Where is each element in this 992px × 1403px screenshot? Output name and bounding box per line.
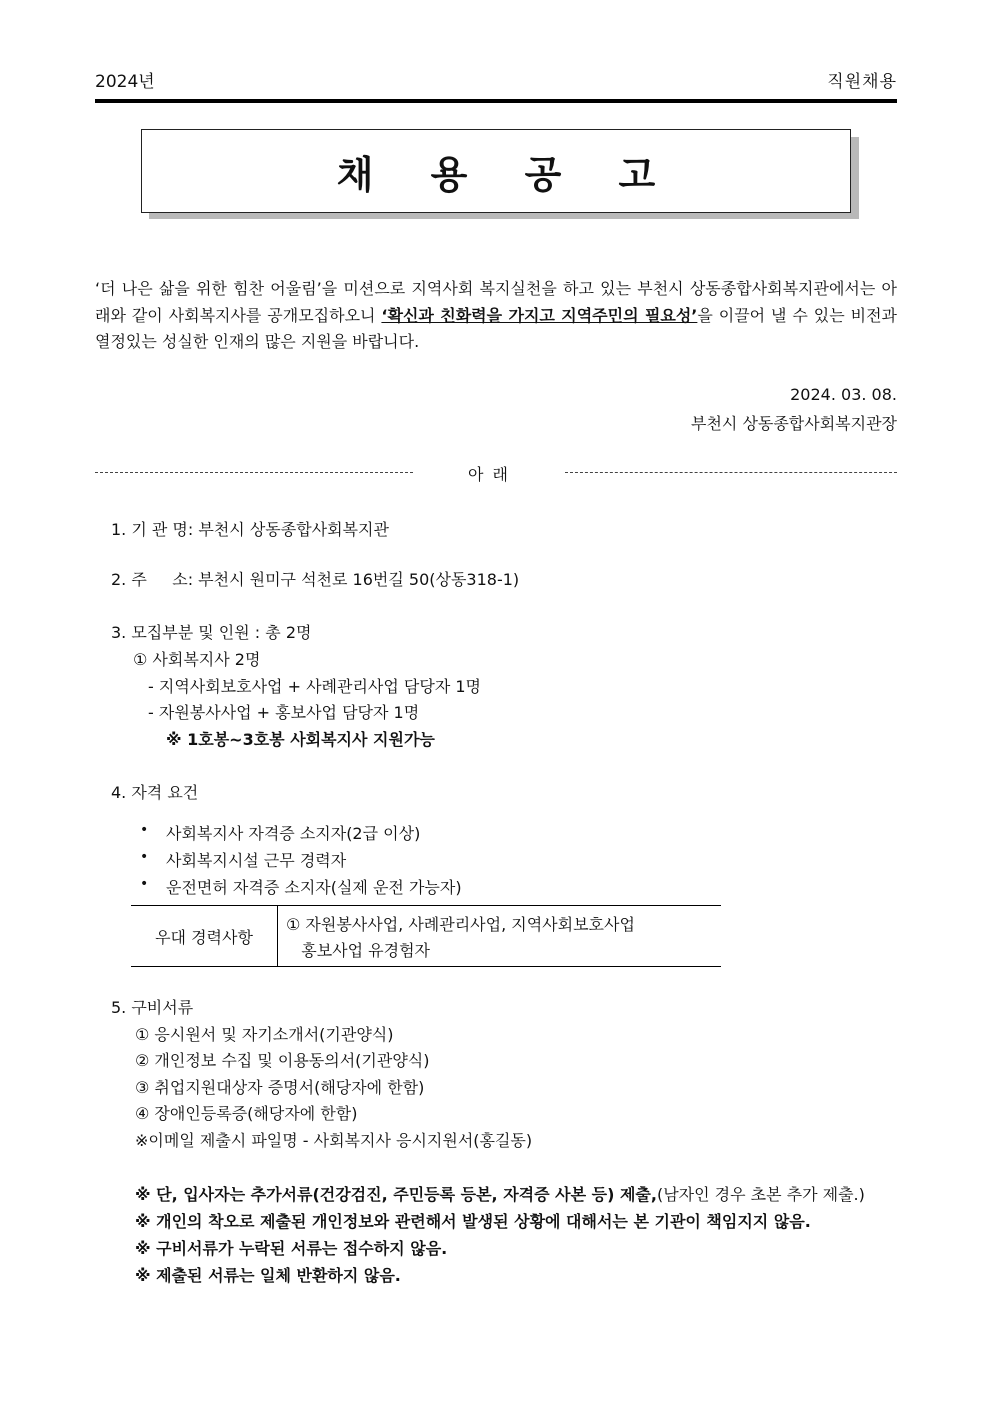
page-title: 채 용 공 고 — [336, 152, 678, 197]
divider-right — [565, 472, 897, 473]
item3-sub: ① 사회복지사 2명 — [133, 650, 261, 669]
table-value — [286, 912, 635, 964]
requirement-item: 사회복지시설 근무 경력자 — [166, 851, 347, 870]
item-address: 2. 주 소: 부천시 원미구 석천로 16번길 50(상동318-1) — [111, 570, 520, 589]
preferred-experience-table — [131, 905, 721, 967]
header-year: 2024년 — [95, 72, 155, 92]
divider-left — [95, 472, 413, 473]
intro-emphasis: ‘확신과 친화력을 가지고 지역주민의 필요성’ — [381, 305, 698, 325]
requirement-item: 사회복지사 자격증 소지자(2급 이상) — [166, 824, 421, 843]
document-item: ① 응시원서 및 자기소개서(기관양식) — [135, 1025, 394, 1044]
item-institution: 1. 기 관 명: 부천시 상동종합사회복지관 — [111, 520, 389, 539]
document-item: ④ 장애인등록증(해당자에 한함) — [135, 1104, 358, 1123]
table-label: 우대 경력사항 — [131, 906, 278, 966]
intro-part2: 을 이끌어 낼 수 있는 비전과 열정있는 성실한 인재의 많은 지원을 바랍니다. — [95, 305, 897, 351]
item4-heading: 4. 자격 요건 — [111, 783, 199, 802]
bullet-icon: • — [140, 822, 149, 838]
item3-line1: - 지역사회보호사업 + 사례관리사업 담당자 1명 — [148, 677, 481, 696]
document-item: ③ 취업지원대상자 증명서(해당자에 한함) — [135, 1078, 425, 1097]
note1-bold: ※ 단, 입사자는 추가서류(건강검진, 주민등록 등본, 자격증 사본 등) 제출, — [135, 1185, 657, 1204]
item3-note: ※ 1호봉~3호봉 사회복지사 지원가능 — [166, 730, 435, 749]
requirement-item: 운전면허 자격증 소지자(실제 운전 가능자) — [166, 878, 462, 897]
bullet-icon: • — [140, 849, 149, 865]
item3-heading: 3. 모집부분 및 인원 : 총 2명 — [111, 623, 312, 642]
notice-note-2: ※ 개인의 착오로 제출된 개인정보와 관련해서 발생된 상황에 대해서는 본 기관이 책임지지 않음. — [135, 1212, 811, 1231]
intro-part1: ‘더 나은 삶을 위한 힘찬 어울림’을 미션으로 지역사회 복지실천을 하고 있는 부천시 상동종합사회복지관에서는 아래와 같이 사회복지사를 공개모집하오니 — [95, 279, 897, 325]
item5-heading: 5. 구비서류 — [111, 998, 194, 1017]
header-rule — [95, 99, 897, 103]
divider-label: 아 래 — [468, 465, 510, 484]
table-value-line1: ① 자원봉사사업, 사례관리사업, 지역사회보호사업 — [286, 915, 635, 934]
document-item: ② 개인정보 수집 및 이용동의서(기관양식) — [135, 1051, 430, 1070]
item3-line2: - 자원봉사사업 + 홍보사업 담당자 1명 — [148, 703, 420, 722]
notice-date: 2024. 03. 08. — [790, 385, 897, 404]
table-value-line2: 홍보사업 유경험자 — [286, 941, 430, 960]
intro-paragraph — [95, 276, 897, 356]
issuer-name: 부천시 상동종합사회복지관장 — [690, 414, 897, 433]
title-box — [141, 129, 851, 213]
note1-normal: (남자인 경우 초본 추가 제출.) — [656, 1185, 865, 1204]
notice-note-1 — [135, 1182, 865, 1205]
bullet-icon: • — [140, 876, 149, 892]
notice-note-4: ※ 제출된 서류는 일체 반환하지 않음. — [135, 1266, 401, 1285]
email-filename-note: ※이메일 제출시 파일명 - 사회복지사 응시지원서(홍길동) — [135, 1131, 533, 1150]
notice-note-3: ※ 구비서류가 누락된 서류는 접수하지 않음. — [135, 1239, 448, 1258]
header-tag: 직원채용 — [827, 72, 897, 92]
